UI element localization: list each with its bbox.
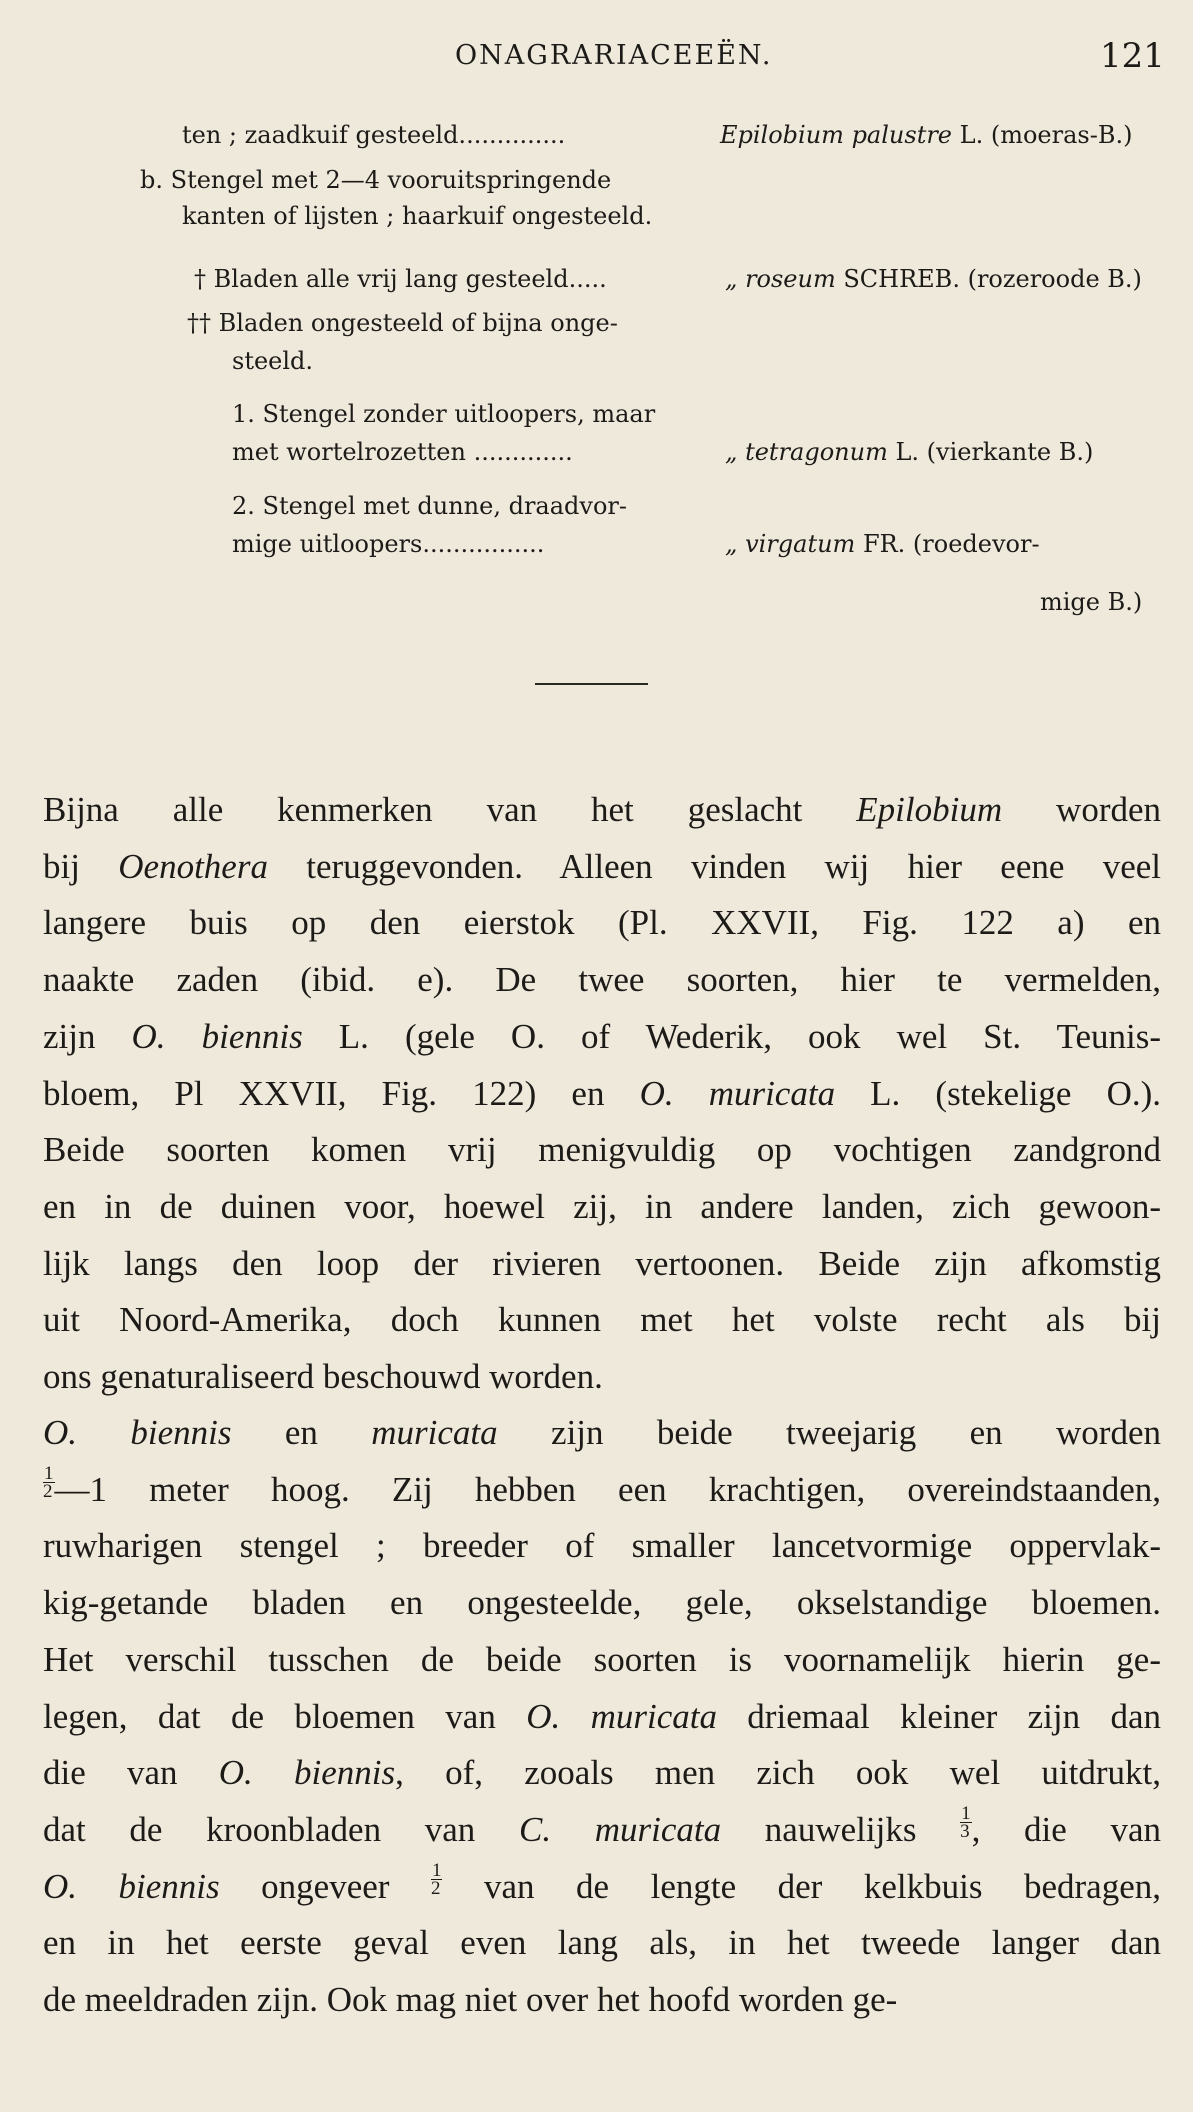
fraction: $\frac{1}{3}$: [960, 1802, 971, 1842]
species-name: Epilobium palustre: [720, 121, 960, 149]
key-line: b. Stengel met 2—4 vooruitspringende: [140, 166, 612, 194]
text-line: langere buis op den eierstok (Pl. XXVII, Fig. 122 a) en: [43, 903, 1161, 943]
key-line: † Bladen alle vrij lang gesteeld.....: [194, 265, 607, 293]
common-name: (vierkante B.): [926, 438, 1094, 466]
paragraph-oenothera-intro: [43, 782, 1161, 1406]
italic-term: O. biennis: [218, 1753, 396, 1793]
text-line: die van O. biennis, of, zooals men zich ook wel uitdrukt,: [43, 1753, 1162, 1793]
species-author: L.: [959, 121, 991, 149]
text-line: naakte zaden (ibid. e). De twee soorten, hier te vermelden,: [43, 960, 1161, 1000]
key-line: 2. Stengel met dunne, draadvor-: [232, 492, 627, 520]
italic-term: O. muricata: [639, 1073, 836, 1113]
text-line: bloem, Pl XXVII, Fig. 122) en O. muricata L. (stekelige O.).: [43, 1073, 1161, 1113]
text-line: ons genaturaliseerd beschouwd worden.: [43, 1357, 603, 1397]
text-line: $\frac{1}{2}$ —1 meter hoog. Zij hebben een krachtigen, overeindstaanden,: [43, 1462, 1161, 1509]
text-line: Beide soorten komen vrij menigvuldig op vochtigen zandgrond: [43, 1130, 1161, 1170]
text-line: de meeldraden zijn. Ook mag niet over het hoofd worden ge-: [43, 1980, 898, 2020]
key-species-entry: [720, 123, 1132, 147]
italic-term: Oenothera: [118, 846, 268, 886]
italic-term: C. muricata: [518, 1809, 722, 1849]
italic-term: O. biennis: [43, 1866, 220, 1906]
text-line: lijk langs den loop der rivieren vertoonen. Beide zijn afkomstig: [43, 1243, 1161, 1283]
key-species-entry: [725, 267, 1142, 291]
species-author: FR.: [862, 530, 913, 558]
key-line: kanten of lijsten ; haarkuif ongesteeld.: [182, 202, 653, 230]
fraction: $\frac{1}{2}$: [430, 1859, 442, 1899]
text-line: ruwharigen stengel ; breeder of smaller lancetvormige oppervlak-: [43, 1526, 1161, 1566]
key-species-entry: [725, 440, 1093, 464]
key-line: †† Bladen ongesteeld of bijna onge-: [187, 309, 618, 337]
common-name: (moeras-B.): [990, 121, 1133, 149]
key-species-entry: [725, 532, 1040, 556]
text-line: O. biennis en muricata zijn beide tweejarig en worden: [43, 1413, 1161, 1452]
species-name: „ tetragonum: [725, 438, 896, 466]
text-line: legen, dat de bloemen van O. muricata driemaal kleiner zijn dan: [43, 1696, 1162, 1736]
key-line: mige uitloopers................: [232, 530, 545, 558]
text-line: dat de kroonbladen van C. muricata nauwelijks $\frac{1}{3}$ , die van: [43, 1802, 1161, 1849]
text-line: en in het eerste geval even lang als, in het tweede langer dan: [43, 1923, 1161, 1963]
species-name: „ roseum: [725, 265, 844, 293]
key-line: steeld.: [232, 347, 314, 375]
species-author: SCHREB.: [843, 265, 968, 293]
text-line: kig-getande bladen en ongesteelde, gele, okselstandige bloemen.: [43, 1583, 1161, 1623]
key-line: 1. Stengel zonder uitloopers, maar: [232, 400, 656, 428]
italic-term: muricata: [371, 1413, 498, 1452]
text-line: zijn O. biennis L. (gele O. of Wederik, ook wel St. Teunis-: [43, 1016, 1161, 1056]
common-name: (rozeroode B.): [967, 265, 1142, 293]
key-species-entry: [1040, 590, 1142, 614]
paragraph-oenothera-description: [43, 1405, 1161, 2029]
italic-term: O. biennis: [131, 1016, 303, 1056]
text-line: bij Oenothera teruggevonden. Alleen vinden wij hier eene veel: [43, 846, 1162, 886]
text-line: Bijna alle kenmerken van het geslacht Epilobium worden: [43, 790, 1162, 829]
text-line: en in de duinen voor, hoewel zij, in andere landen, zich gewoon-: [43, 1186, 1161, 1226]
species-name: „ virgatum: [725, 530, 863, 558]
italic-term: O. muricata: [526, 1696, 717, 1736]
text-line: uit Noord-Amerika, doch kunnen met het volste recht als bij: [43, 1300, 1161, 1340]
page-number: 121: [1100, 36, 1165, 76]
section-divider: [535, 683, 648, 685]
text-line: Het verschil tusschen de beide soorten is voornamelijk hierin ge-: [43, 1639, 1161, 1679]
italic-term: Epilobium: [856, 790, 1003, 829]
key-line: ten ; zaadkuif gesteeld..............: [182, 121, 566, 149]
common-name: (roedevor-: [912, 530, 1040, 558]
running-header: ONAGRARIACEEËN.: [455, 40, 773, 71]
common-name: mige B.): [1040, 588, 1143, 616]
text-line: O. biennis ongeveer $\frac{1}{2}$ van de lengte der kelkbuis bedragen,: [43, 1859, 1161, 1906]
fraction: $\frac{1}{2}$: [43, 1462, 54, 1502]
italic-term: O. biennis: [43, 1413, 232, 1452]
species-author: L.: [895, 438, 927, 466]
key-line: met wortelrozetten .............: [232, 438, 573, 466]
